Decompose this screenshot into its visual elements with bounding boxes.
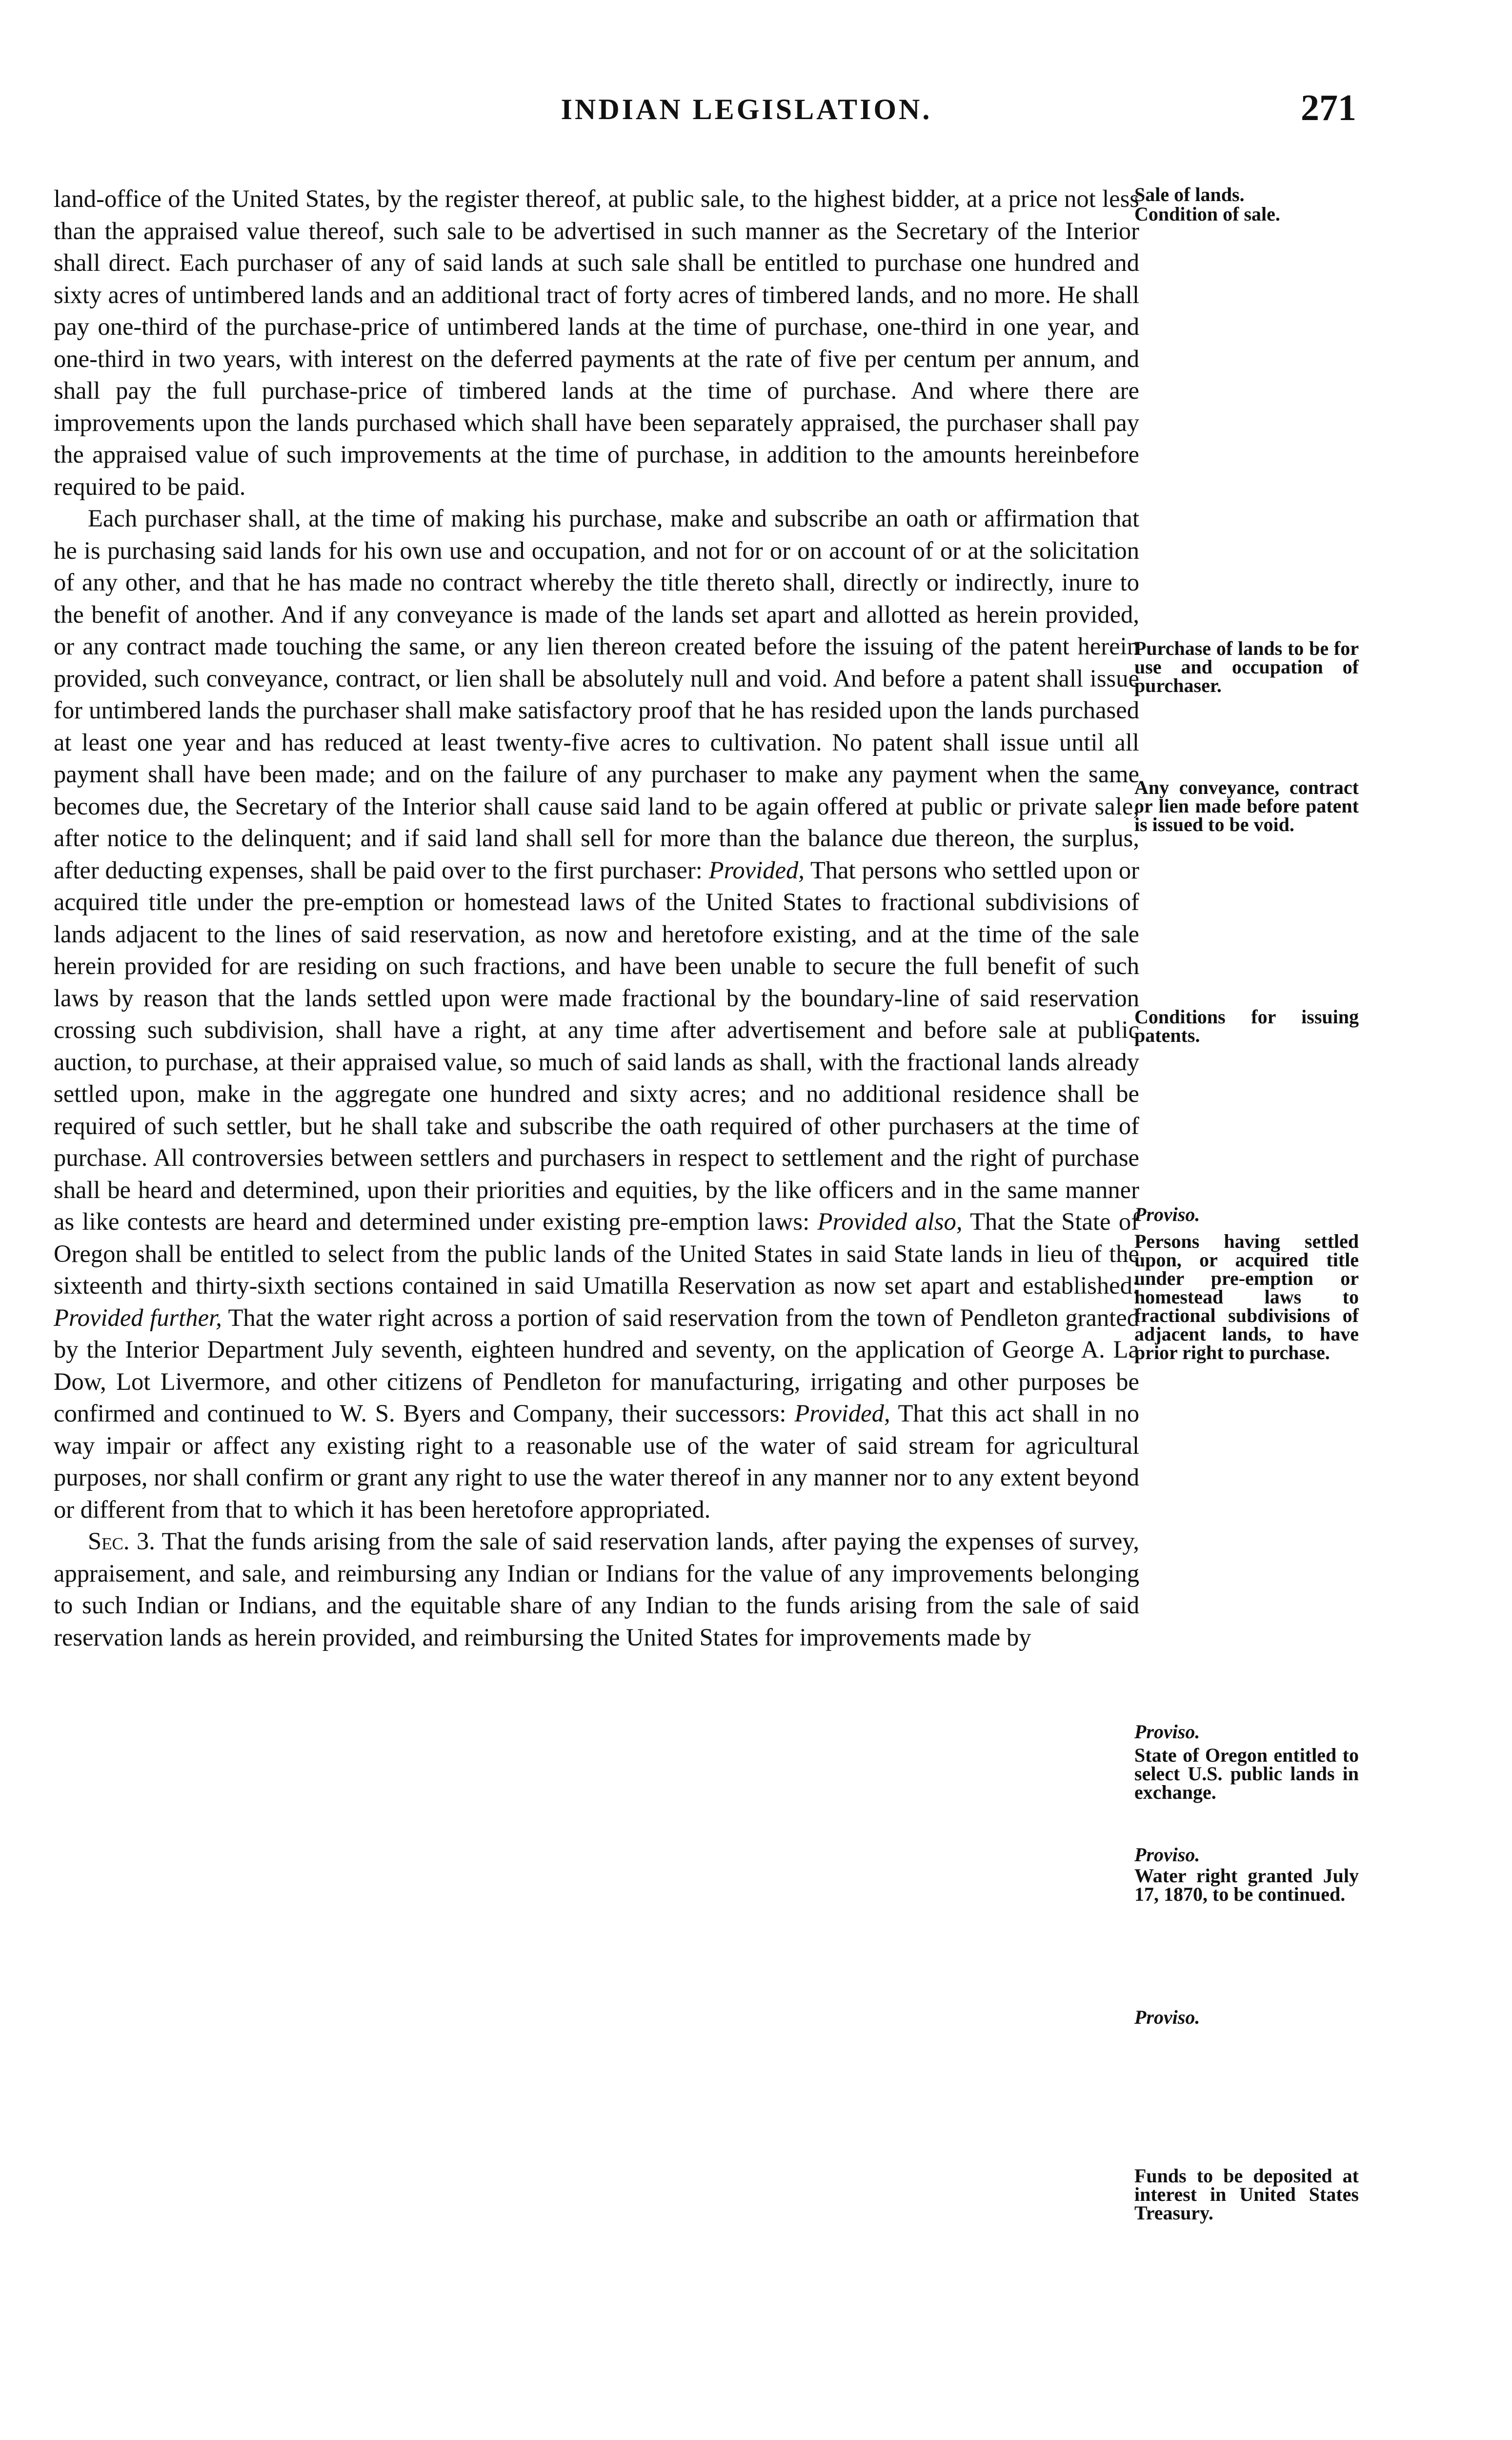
margin-note-proviso-text: Proviso. — [1134, 1844, 1200, 1866]
proviso-keyword: Provided, — [708, 856, 805, 884]
paragraph-text-segment: That this act shall in no way impair or affect any existing right to a reasonable use of the water of said stream for agricultural purposes, nor shall confirm or grant any right to use the water thereof in any manner nor to any extent beyond or different from that to which it has been heretofore appropriated. — [54, 1400, 1140, 1523]
margin-note-proviso-text: Proviso. — [1134, 2006, 1200, 2028]
paragraph-purchase-conditions — [54, 503, 1139, 1525]
margin-note-proviso-text: Proviso. — [1134, 1721, 1200, 1743]
proviso-keyword: Provided also, — [817, 1208, 963, 1235]
paragraph-text-segment: That persons who settled upon or acquired title under the pre-emption or homestead laws of the United States to fractional subdivisions of lands adjacent to the lines of said reservation, as now and heretofore existing, and at the time of the sale herein provided for are residing on such fractions, and have been unable to secure the full benefit of such laws by reason that the lands settled upon were made fractional by the boundary-line of said reservation crossing such subdivision, shall have a right, at any time after advertisement and before sale at public auction, to purchase, at their appraised value, so much of said lands as shall, with the fractional lands already settled upon, make in the aggregate one hundred and sixty acres; and no additional residence shall be required of such settler, but he shall take and subscribe the oath required of other purchasers at the time of purchase. All controversies between settlers and purchasers in respect to settlement and the right of purchase shall be heard and determined, upon their priorities and equities, by the like officers and in the same manner as like contests are heard and determined under existing pre-emption laws: — [54, 856, 1140, 1235]
margin-note-proviso — [1134, 1205, 1359, 1224]
paragraph-text-segment: That the State of Oregon shall be entitled to select from the public lands of the United States in said State lands in lieu of the sixteenth and thirty-sixth sections contained in said Umatilla Reservation as now set apart and established: — [54, 1208, 1140, 1299]
paragraph-text-segment: Each purchaser shall, at the time of making his purchase, make and subscribe an oath or affirmation that he is purchasing said lands for his own use and occupation, and not for or on account of or at the solicitation of any other, and that he has made no contract whereby the title thereto shall, directly or indirectly, inure to the benefit of another. And if any conveyance is made of the lands set apart and allotted as herein provided, or any contract made touching the same, or any lien thereon created before the issuing of the patent herein provided, such conveyance, contract, or lien shall be absolutely null and void. And before a patent shall issue for untimbered lands the purchaser shall make satisfactory proof that he has resided upon the lands purchased at least one year and has reduced at least twenty-five acres to cultivation. No patent shall issue until all payment shall have been made; and on the failure of any purchaser to make any payment when the same becomes due, the Secretary of the Interior shall cause said land to be again offered at public or private sale, after notice to the delinquent; and if said land shall sell for more than the balance due thereon, the surplus, after deducting expenses, shall be paid over to the first purchaser: — [54, 505, 1139, 884]
margin-note-water-right: Water right granted July 17, 1870, to be continued. — [1134, 1865, 1359, 1905]
margin-note-proviso — [1134, 1723, 1359, 1741]
margin-note-conveyance-void: Any conveyance, contract or lien made before patent is issued to be void. — [1134, 776, 1359, 835]
margin-note-condition-of-sale: Condition of sale. — [1134, 203, 1280, 225]
margin-note-state-of-oregon: State of Oregon entitled to select U.S. public lands in exchange. — [1134, 1744, 1359, 1803]
paragraph-section-3 — [54, 1525, 1139, 1653]
margin-note-proviso — [1134, 1846, 1359, 1864]
margin-note-proviso-text: Proviso. — [1134, 1203, 1200, 1225]
margin-note-purchase-of-lands: Purchase of lands to be for use and occupation of purchaser. — [1134, 637, 1359, 696]
page-number: 271 — [1301, 87, 1356, 128]
margin-note-persons-having-settled: Persons having settled upon, or acquired title under pre-emption or homestead laws to fractional subdivisions of adjacent lands, to have prior right to purchase. — [1134, 1230, 1359, 1363]
proviso-keyword: Provided further, — [54, 1303, 222, 1331]
margin-note-funds-deposited: Funds to be deposited at interest in United States Treasury. — [1134, 2165, 1359, 2224]
paragraph-text-segment: That the funds arising from the sale of said reservation lands, after paying the expenses of survey, appraisement, and sale, and reimbursing any Indian or Indians for the value of any improvements belonging to such Indian or Indians, and the equitable share of any Indian to the funds arising from the sale of said reservation lands as herein provided, and reimbursing the United States for improvements made by — [54, 1527, 1140, 1651]
running-header: INDIAN LEGISLATION. — [561, 93, 932, 125]
proviso-keyword: Provided, — [794, 1400, 890, 1427]
margin-note-sale-of-lands: Sale of lands. — [1134, 183, 1245, 205]
margin-note-proviso — [1134, 2008, 1359, 2027]
section-number: Sec. 3. — [88, 1527, 155, 1555]
paragraph-text-segment: That the water right across a portion of said reservation from the town of Pendleton granted by the Interior Department July seventh, eighteen hundred and seventy, on the application of George A. La Dow, Lot Livermore, and other citizens of Pendleton for manufacturing, irrigating and other purposes be confirmed and continued to W. S. Byers and Company, their successors: — [54, 1303, 1139, 1427]
margin-note-conditions-patents: Conditions for issuing patents. — [1134, 1006, 1359, 1046]
main-text — [54, 183, 1139, 1653]
paragraph-sale-of-lands: land-office of the United States, by the register thereof, at public sale, to the highest bidder, at a price not less than the appraised value thereof, such sale to be advertised in such manner as the Secretary of the Interior shall direct. Each purchaser of any of said lands at such sale shall be entitled to purchase one hundred and sixty acres of untimbered lands and an additional tract of forty acres of timbered lands, and no more. He shall pay one-third of the purchase-price of untimbered lands at the time of purchase, one-third in one year, and one-third in two years, with interest on the deferred payments at the rate of five per centum per annum, and shall pay the full purchase-price of timbered lands at the time of purchase. And where there are improvements upon the lands purchased which shall have been separately appraised, the purchaser shall pay the appraised value of such improvements at the time of purchase, in addition to the amounts hereinbefore required to be paid. — [54, 185, 1139, 500]
